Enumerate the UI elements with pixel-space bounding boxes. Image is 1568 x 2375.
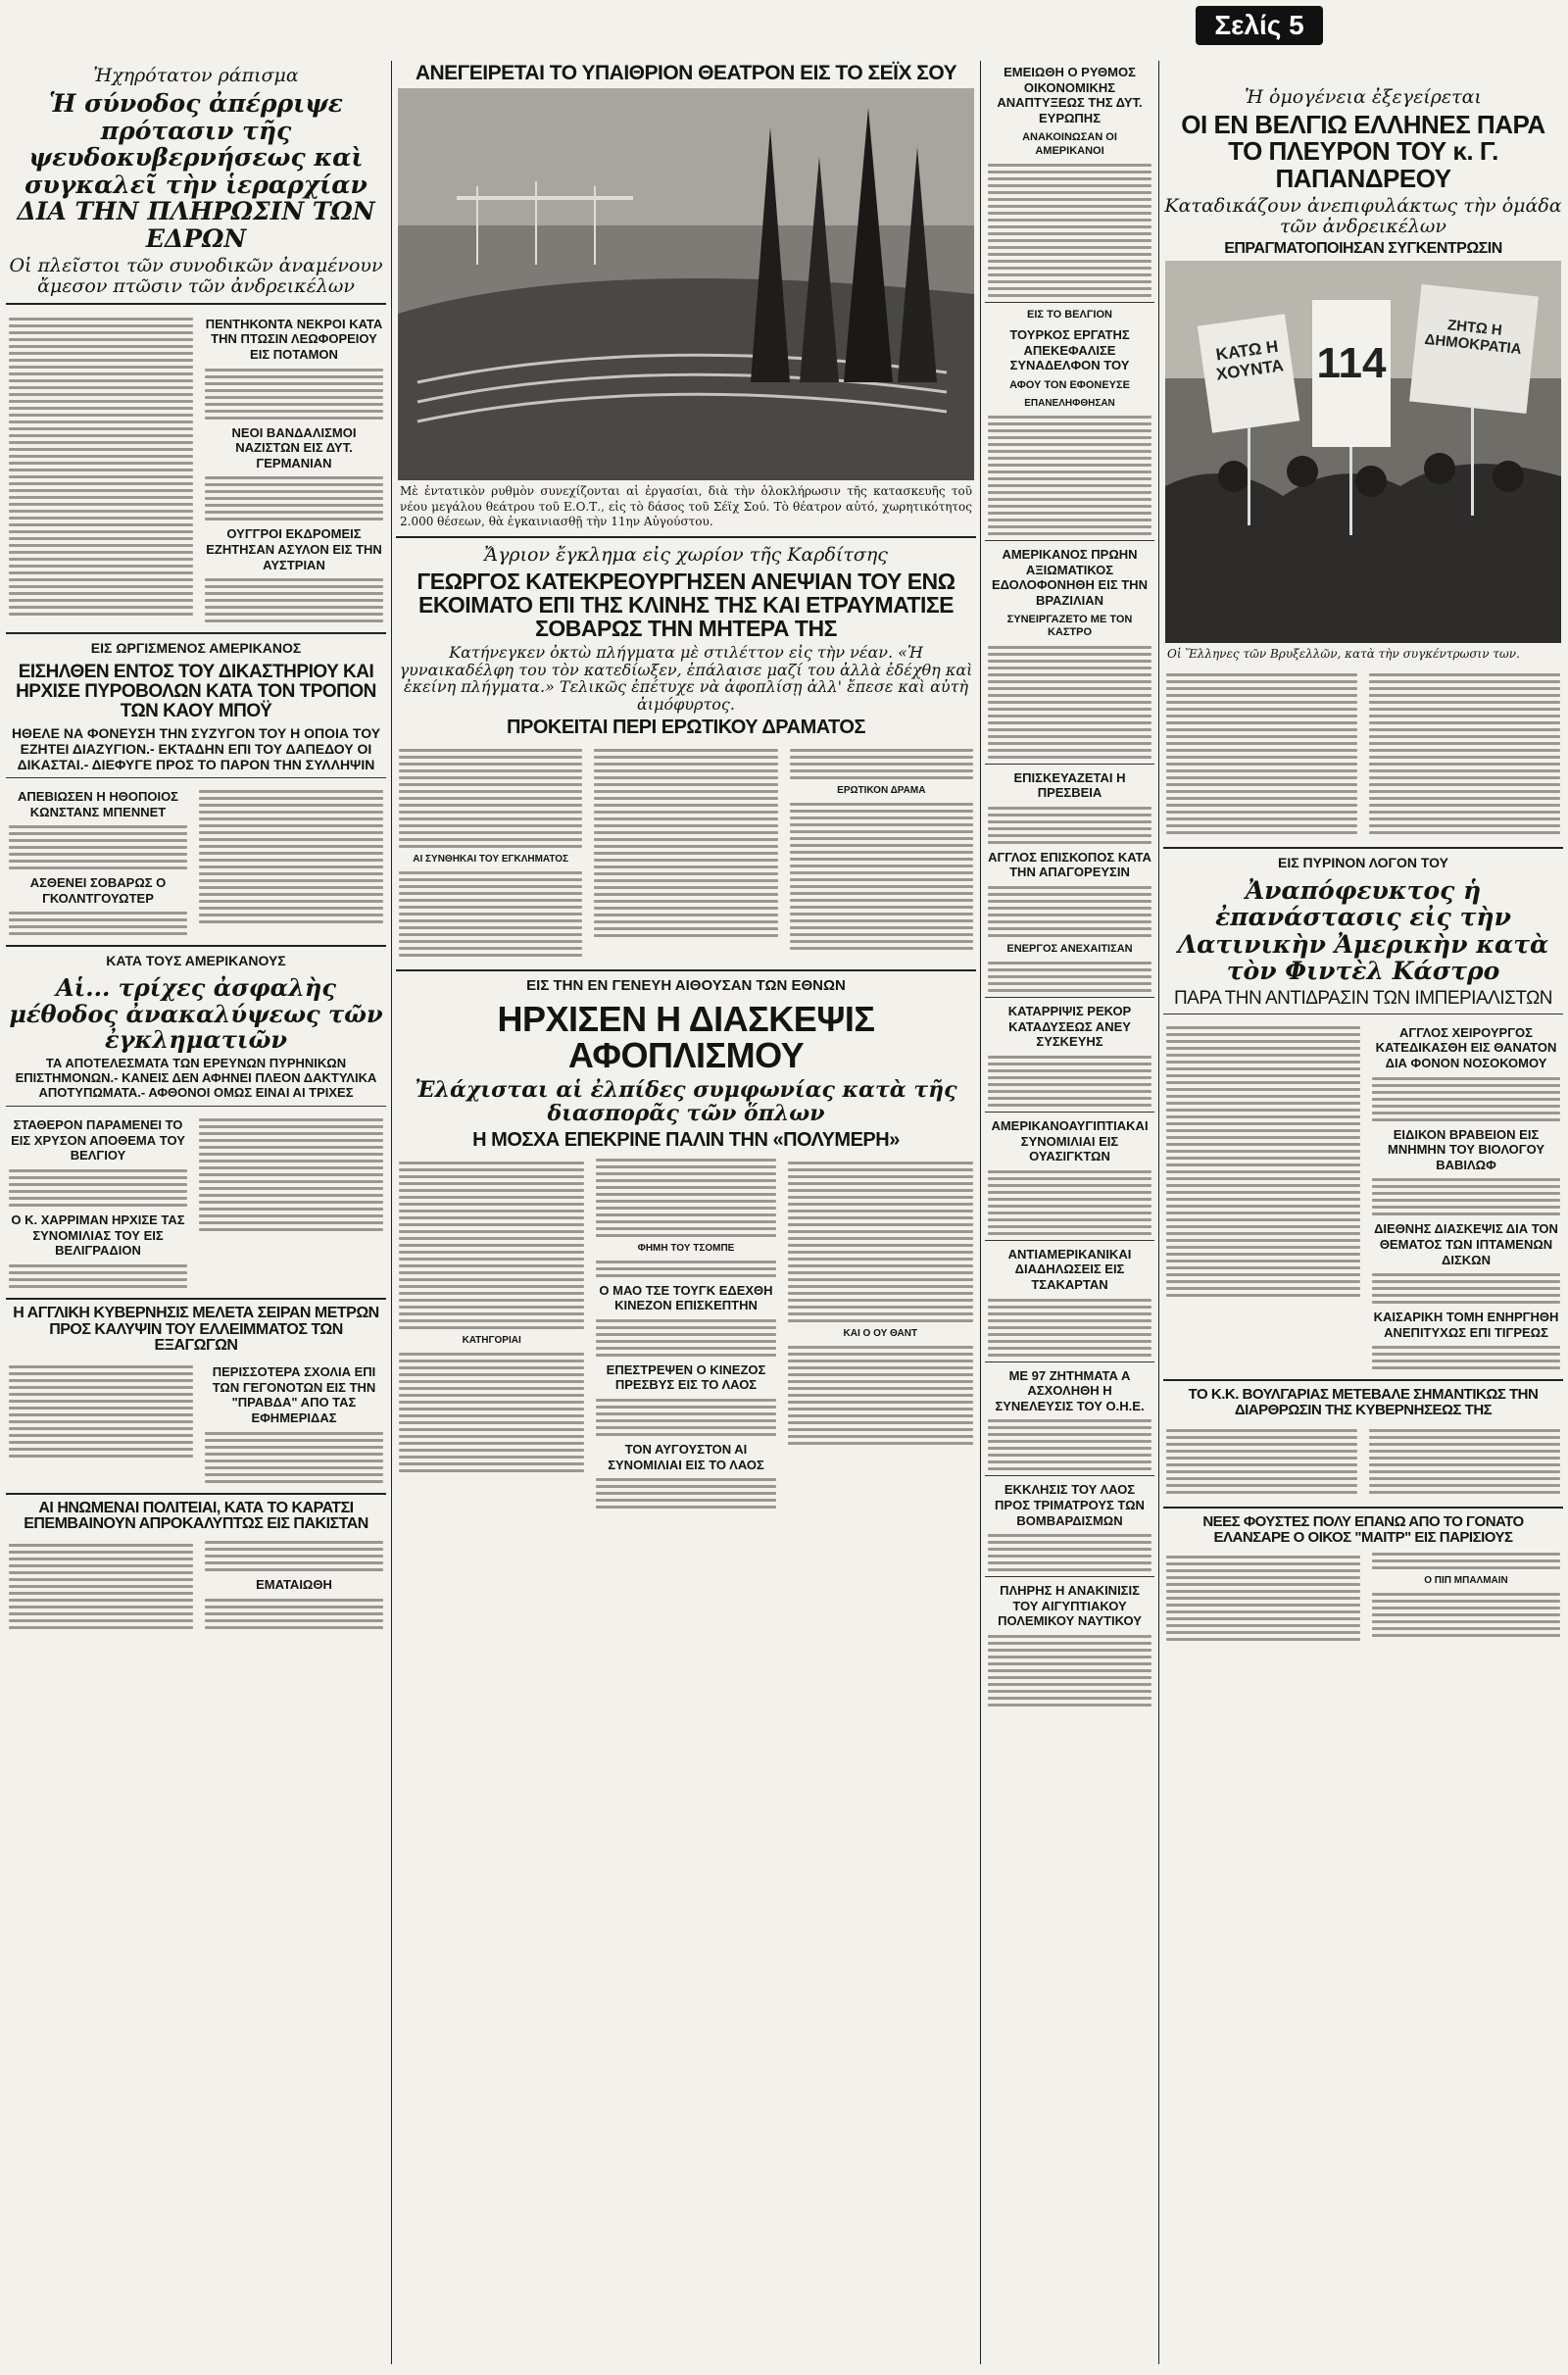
brief-headline: ΤΟΥΡΚΟΣ ΕΡΓΑΤΗΣ ΑΠΕΚΕΦΑΛΙΣΕ ΣΥΝΑΔΕΛΦΟΝ ΤΟΥ (1009, 326, 1130, 373)
brief-headline: ΕΚΚΛΗΣΙΣ ΤΟΥ ΛΑΟΣ ΠΡΟΣ ΤΡΙΜΑΤΡΟΥΣ ΤΩΝ ΒΟΜΒΑΡΔΙΣΜΩΝ (995, 1482, 1145, 1528)
brief-subhead: ΑΦΟΥ ΤΟΝ ΕΦΟΝΕΥΣΕ (1009, 378, 1130, 391)
brief-headline: ΠΕΝΤΗΚΟΝΤΑ ΝΕΚΡΟΙ ΚΑΤΑ ΤΗΝ ΠΤΩΣΙΝ ΛΕΩΦΟΡΕΙΟΥ ΕΙΣ ΠΟΤΑΜΟΝ (205, 316, 383, 362)
brief-tag: ΕΠΑΝΕΛΗΦΘΗΣΑΝ (1024, 397, 1115, 409)
banner-text: ΖΗΤΩ Η ΔΗΜΟΚΡΑΤΙΑ (1423, 317, 1523, 359)
column-2 (396, 59, 976, 2367)
subhead-courtroom: ΗΘΕΛΕ ΝΑ ΦΟΝΕΥΣΗ ΤΗΝ ΣΥΖΥΓΟΝ ΤΟΥ Η ΟΠΟΙΑ ΤΟΥ ΕΖΗΤΕΙ ΔΙΑΖΥΓΙΟΝ.- ΕΚΤΑΔΗΝ ΕΠΙ ΤΟΥ ΔΑΠΕΔΟΥ ΟΙ ΔΙΚΑΣΤΑΙ.- ΔΙΕΦΥΓΕ ΠΡΟΣ ΤΟ ΠΑΡΟΝ ΤΗΝ ΣΥΛΛΗΨΙΝ (11, 724, 381, 772)
column-rule (1158, 61, 1159, 2364)
brief-headline: ΚΑΤΑΡΡΙΨΙΣ ΡΕΚΟΡ ΚΑΤΑΔΥΣΕΩΣ ΑΝΕΥ ΣΥΣΚΕΥΗΣ (1007, 1004, 1132, 1050)
headline-disarmament: ΗΡΧΙΣΕΝ Η ΔΙΑΣΚΕΨΙΣ ΑΦΟΠΛΙΣΜΟΥ (497, 998, 875, 1076)
brief-headline: ΠΕΡΙΣΣΟΤΕΡΑ ΣΧΟΛΙΑ ΕΠΙ ΤΩΝ ΓΕΓΟΝΟΤΩΝ ΕΙΣ ΤΗΝ "ΠΡΑΒΔΑ" ΑΠΟ ΤΑΣ ΕΦΗΜΕΡΙΔΑΣ (212, 1364, 376, 1425)
headline-hairs: Αἱ... τρίχες ἀσφαλὴς μέθοδος ἀνακαλύψεως τῶν ἐγκληματιῶν (9, 973, 383, 1054)
article-body (199, 1114, 383, 1289)
brief-headline: Ο Κ. ΧΑΡΡΙΜΑΝ ΗΡΧΙΣΕ ΤΑΣ ΣΥΝΟΜΙΛΙΑΣ ΤΟΥ ΕΙΣ ΒΕΛΙΓΡΑΔΙΟΝ (11, 1212, 185, 1259)
brief-subhead: ΣΥΝΕΙΡΓΑΖΕΤΟ ΜΕ ΤΟΝ ΚΑΣΤΡΟ (1006, 614, 1133, 639)
brief-headline: ΦΗΜΗ ΤΟΥ ΤΣΟΜΠΕ (637, 1242, 735, 1254)
article-body (1166, 669, 1357, 838)
brief-headline: ΕΝΕΡΓΟΣ ΑΝΕΧΑΙΤΙΣΑΝ (1006, 943, 1133, 956)
article-body (9, 314, 193, 623)
photo-theatre (398, 88, 974, 480)
brief-headline: ΑΠΕΒΙΩΣΕΝ Η ΗΘΟΠΟΙΟΣ ΚΩΝΣΤΑΝΣ ΜΠΕΝΝΕΤ (18, 789, 178, 819)
brief-headline: ΚΑΙ Ο ΟΥ ΘΑΝΤ (843, 1327, 918, 1339)
article-body (399, 745, 582, 961)
article-body (399, 1158, 584, 1510)
article-body (9, 1540, 193, 1633)
headline-karditsa: ΓΕΩΡΓΟΣ ΚΑΤΕΚΡΕΟΥΡΓΗΣΕΝ ΑΝΕΨΙΑΝ ΤΟΥ ΕΝΩ ΕΚΟΙΜΑΤΟ ΕΠΙ ΤΗΣ ΚΛΙΝΗΣ ΤΗΣ ΚΑΙ ΕΤΡΑΥΜΑΤΙΣΕ ΣΟΒΑΡΩΣ ΤΗΝ ΜΗΤΕΡΑ ΤΗΣ (416, 568, 956, 642)
brief-headline: ΟΥΓΓΡΟΙ ΕΚΔΡΟΜΕΙΣ ΕΖΗΤΗΣΑΝ ΑΣΥΛΟΝ ΕΙΣ ΤΗΝ ΑΥΣΤΡΙΑΝ (206, 526, 382, 572)
headline-bulgaria: ΤΟ Κ.Κ. ΒΟΥΛΓΑΡΙΑΣ ΜΕΤΕΒΑΛΕ ΣΗΜΑΝΤΙΚΩΣ ΤΗΝ ΔΙΑΡΘΡΩΣΙΝ ΤΗΣ ΚΥΒΕΡΝΗΣΕΩΣ ΤΗΣ (1188, 1386, 1539, 1419)
subhead-belgium: Καταδικάζουν ἀνεπιφυλάκτως τὴν ὁμάδα τῶν ἀνδρεικέλων (1164, 194, 1562, 237)
column-rule (980, 61, 981, 2364)
brief-headline: ΣΤΑΘΕΡΟΝ ΠΑΡΑΜΕΝΕΙ ΤΟ ΕΙΣ ΧΡΥΣΟΝ ΑΠΟΘΕΜΑ ΤΟΥ ΒΕΛΓΙΟΥ (11, 1117, 185, 1163)
brief-headline: Ο ΜΑΟ ΤΣΕ ΤΟΥΓΚ ΕΔΕΧΘΗ ΚΙΝΕΖΟΝ ΕΠΙΣΚΕΠΤΗΝ (599, 1282, 773, 1313)
kicker: ΚΑΤΑ ΤΟΥΣ ΑΜΕΡΙΚΑΝΟΥΣ (106, 953, 286, 969)
subhead-synod: Οἱ πλεῖστοι τῶν συνοδικῶν ἀναμένουν ἄμεσον πτῶσιν τῶν ἀνδρεικέλων (9, 255, 383, 297)
subhead-castro: ΠΑΡΑ ΤΗΝ ΑΝΤΙΔΡΑΣΙΝ ΤΩΝ ΙΜΠΕΡΙΑΛΙΣΤΩΝ (1173, 987, 1553, 1009)
column-4 (1163, 51, 1563, 2359)
photo-caption: Οἱ Ἕλληνες τῶν Βρυξελλῶν, κατὰ τὴν συγκέντρωσιν των. (1167, 647, 1520, 662)
subhead-karditsa: Κατήνεγκεν ὀκτὼ πλήγματα μὲ στιλέττον εἰς τὴν νέαν. «Ἡ γυναικαδέλφη του τὸν κατεδίωξεν, ἐπάλαισε μαζί του ἀλλὰ ἐδέχθη καὶ ἐκείνη πλήγματα.» Τελικῶς ἐπέτυχε νὰ ἀφοπλίσῃ ἀλλ' ἔπεσε καὶ αὐτὴ ἀιμόφυρτος. (399, 643, 973, 715)
brief-headline: ΕΙΔΙΚΟΝ ΒΡΑΒΕΙΟΝ ΕΙΣ ΜΝΗΜΗΝ ΤΟΥ ΒΙΟΛΟΓΟΥ ΒΑΒΙΛΩΦ (1388, 1126, 1544, 1172)
column-rule (391, 61, 392, 2364)
headline-skirts: ΝΕΕΣ ΦΟΥΣΤΕΣ ΠΟΛΥ ΕΠΑΝΩ ΑΠΟ ΤΟ ΓΟΝΑΤΟ ΕΛΑΝΣΑΡΕ Ο ΟΙΚΟΣ "ΜΑΙΤΡ" ΕΙΣ ΠΑΡΙΣΙΟΥΣ (1202, 1512, 1524, 1546)
kicker: ΕΙΣ ΩΡΓΙΣΜΕΝΟΣ ΑΜΕΡΙΚΑΝΟΣ (90, 640, 302, 657)
photo-rally (1165, 261, 1561, 643)
headline-castro: Ἀναπόφευκτος ἡ ἐπανάστασις εἰς τὴν Λατινικὴν Ἀμερικὴν κατὰ τὸν Φιντὲλ Κάστρο (1177, 875, 1549, 986)
section-heading: ΑΙ ΣΥΝΘΗΚΑΙ ΤΟΥ ΕΓΚΛΗΜΑΤΟΣ (413, 853, 569, 865)
banner-number: 114 (1316, 339, 1387, 388)
briefs-column (593, 1155, 778, 1513)
article-body (1166, 1022, 1360, 1371)
headline-uk-exports: Η ΑΓΓΛΙΚΗ ΚΥΒΕΡΝΗΣΙΣ ΜΕΛΕΤΑ ΣΕΙΡΑΝ ΜΕΤΡΩΝ ΠΡΟΣ ΚΑΛΥΨΙΝ ΤΟΥ ΕΛΛΕΙΜΜΑΤΟΣ ΤΩΝ ΕΞΑΓΩΓΩΝ (13, 1304, 379, 1355)
article-body (790, 745, 973, 961)
brief-headline: ΠΛΗΡΗΣ Η ΑΝΑΚΙΝΙΣΙΣ ΤΟΥ ΑΙΓΥΠΤΙΑΚΟΥ ΠΟΛΕΜΙΚΟΥ ΝΑΥΤΙΚΟΥ (998, 1583, 1142, 1629)
subhead-hairs: ΤΑ ΑΠΟΤΕΛΕΣΜΑΤΑ ΤΩΝ ΕΡΕΥΝΩΝ ΠΥΡΗΝΙΚΩΝ ΕΠΙΣΤΗΜΟΝΩΝ.- ΚΑΝΕΙΣ ΔΕΝ ΑΦΗΝΕΙ ΠΛΕΟΝ ΔΑΚΤΥΛΙΚΑ ΑΠΟΤΥΠΩΜΑΤΑ.- ΑΦΘΟΝΟΙ ΟΜΩΣ ΕΙΝΑΙ ΑΙ ΤΡΙΧΕΣ (15, 1056, 377, 1101)
article-body (9, 1361, 193, 1483)
brief-headline: ΤΟΝ ΑΥΓΟΥΣΤΟΝ ΑΙ ΣΥΝΟΜΙΛΙΑΙ ΕΙΣ ΤΟ ΛΑΟΣ (608, 1441, 764, 1472)
brief-headline: ΕΜΕΙΩΘΗ Ο ΡΥΘΜΟΣ ΟΙΚΟΝΟΜΙΚΗΣ ΑΝΑΠΤΥΞΕΩΣ ΤΗΣ ΔΥΤ. ΕΥΡΩΠΗΣ (997, 65, 1143, 125)
brief-headline: ΑΓΓΛΟΣ ΕΠΙΣΚΟΠΟΣ ΚΑΤΑ ΤΗΝ ΑΠΑΓΟΡΕΥΣΙΝ (988, 849, 1152, 880)
article-body (594, 745, 777, 961)
kicker: ΕΙΣ ΤΗΝ ΕΝ ΓΕΝΕΥΗ ΑΙΘΟΥΣΑΝ ΤΩΝ ΕΘΝΩΝ (526, 976, 846, 994)
brief-headline: ΜΕ 97 ΖΗΤΗΜΑΤΑ Α ΑΣΧΟΛΗΘΗ Η ΣΥΝΕΛΕΥΣΙΣ ΤΟΥ Ο.Η.Ε. (995, 1367, 1145, 1413)
photo-rally-image (1165, 261, 1561, 643)
brief-headline: ΑΝΤΙΑΜΕΡΙΚΑΝΙΚΑΙ ΔΙΑΔΗΛΩΣΕΙΣ ΕΙΣ ΤΣΑΚΑΡΤΑΝ (1007, 1246, 1132, 1292)
brief-headline: Ο ΠΙΠ ΜΠΑΛΜΑΙΝ (1424, 1575, 1508, 1587)
brief-headline: ΕΜΑΤΑΙΩΘΗ (256, 1577, 332, 1593)
bar-headline: ΠΡΟΚΕΙΤΑΙ ΠΕΡΙ ΕΡΩΤΙΚΟΥ ΔΡΑΜΑΤΟΣ (507, 716, 865, 738)
kicker: Ἄγριον ἔγκλημα εἰς χωρίον τῆς Καρδίτσης (484, 543, 888, 566)
bar-headline: Η ΜΟΣΧΑ ΕΠΕΚΡΙΝΕ ΠΑΛΙΝ ΤΗΝ «ΠΟΛΥΜΕΡΗ» (472, 1128, 900, 1151)
column-1 (6, 59, 386, 2367)
brief-headline: ΝΕΟΙ ΒΑΝΔΑΛΙΣΜΟΙ ΝΑΖΙΣΤΩΝ ΕΙΣ ΔΥΤ. ΓΕΡΜΑΝΙΑΝ (231, 424, 357, 470)
brief-headline: ΑΜΕΡΙΚΑΝΟΑΥΓΙΠΤΙΑΚΑΙ ΣΥΝΟΜΙΛΙΑΙ ΕΙΣ ΟΥΑΣΙΓΚΤΩΝ (991, 1118, 1149, 1164)
kicker: ΕΙΣ ΤΟ ΒΕΛΓΙΟΝ (1027, 308, 1112, 321)
photo-caption: Μὲ ἐντατικὸν ρυθμὸν συνεχίζονται αἱ ἐργασίαι, διὰ τὴν ὁλοκλήρωσιν τῆς κατασκευῆς τοῦ νέου μεγάλου θεάτρου τοῦ Ε.Ο.Τ., εἰς τὸ δάσος τοῦ Σέϊχ Σού. Τὸ θέατρον αὐτό, χωρητικότητος 2.000 θέσεων, θὰ ἐγκαινιασθῇ τὴν 11ην Αὐγούστου. (400, 484, 972, 529)
brief-headline: ΑΜΕΡΙΚΑΝΟΣ ΠΡΩΗΝ ΑΞΙΩΜΑΤΙΚΟΣ ΕΔΟΛΟΦΟΝΗΘΗ ΕΙΣ ΤΗΝ ΒΡΑΖΙΛΙΑΝ (992, 546, 1148, 608)
column-3 (985, 59, 1154, 2367)
kicker: Ἡ ὁμογένεια ἐξεγείρεται (1245, 86, 1482, 108)
brief-headline: ΑΓΓΛΟΣ ΧΕΙΡΟΥΡΓΟΣ ΚΑΤΕΔΙΚΑΣΘΗ ΕΙΣ ΘΑΝΑΤΟΝ ΔΙΑ ΦΟΝΟΝ ΝΟΣΟΚΟΜΟΥ (1375, 1024, 1557, 1070)
article-body (199, 786, 383, 936)
article-body (1369, 669, 1560, 838)
section-heading: ΚΑΤΗΓΟΡΙΑΙ (462, 1334, 521, 1346)
article-body (788, 1158, 973, 1510)
headline-pakistan: ΑΙ ΗΝΩΜΕΝΑΙ ΠΟΛΙΤΕΙΑΙ, ΚΑΤΑ ΤΟ ΚΑΡΑΤΣΙ ΕΠΕΜΒΑΙΝΟΥΝ ΑΠΡΟΚΑΛΥΠΤΩΣ ΕΙΣ ΠΑΚΙΣΤΑΝ (24, 1499, 368, 1533)
kicker: Ἠχηρότατον ράπισμα (93, 65, 299, 86)
banner-text: ΚΑΤΩ Η ΧΟΥΝΤΑ (1214, 337, 1285, 385)
photo-theatre-image (398, 88, 974, 480)
brief-headline: ΕΠΙΣΚΕΥΑΖΕΤΑΙ Η ΠΡΕΣΒΕΙΑ (1013, 769, 1126, 801)
headline-belgium: ΟΙ ΕΝ ΒΕΛΓΙΩ ΕΛΛΗΝΕΣ ΠΑΡΑ ΤΟ ΠΛΕΥΡΟΝ ΤΟΥ κ. Γ. ΠΑΠΑΝΔΡΕΟΥ (1181, 110, 1545, 193)
subhead-disarmament: Ἐλάχισται αἱ ἐλπίδες συμφωνίας κατὰ τῆς διασπορᾶς τῶν ὅπλων (415, 1077, 957, 1127)
headline-theatre: ΑΝΕΓΕΙΡΕΤΑΙ ΤΟ ΥΠΑΙΘΡΙΟΝ ΘΕΑΤΡΟΝ ΕΙΣ ΤΟ ΣΕΪΧ ΣΟΥ (415, 62, 957, 84)
headline-courtroom: ΕΙΣΗΛΘΕΝ ΕΝΤΟΣ ΤΟΥ ΔΙΚΑΣΤΗΡΙΟΥ ΚΑΙ ΗΡΧΙΣΕ ΠΥΡΟΒΟΛΩΝ ΚΑΤΑ ΤΟΝ ΤΡΟΠΟΝ ΤΩΝ ΚΑΟΥ ΜΠΟΫ (16, 661, 376, 721)
brief-subhead: ΑΝΑΚΟΙΝΩΣΑΝ ΟΙ ΑΜΕΡΙΚΑΝΟΙ (1022, 131, 1117, 157)
brief-headline: ΕΠΕΣΤΡΕΨΕΝ Ο ΚΙΝΕΖΟΣ ΠΡΕΣΒΥΣ ΕΙΣ ΤΟ ΛΑΟΣ (606, 1361, 766, 1393)
brief-headline: ΚΑΙΣΑΡΙΚΗ ΤΟΜΗ ΕΝΗΡΓΗΘΗ ΑΝΕΠΙΤΥΧΩΣ ΕΠΙ ΤΙΓΡΕΩΣ (1373, 1310, 1559, 1340)
kicker: ΕΙΣ ΠΥΡΙΝΟΝ ΛΟΓΟΝ ΤΟΥ (1278, 855, 1448, 871)
section-badge: Σελίς 5 (1196, 6, 1323, 45)
brief-headline: ΔΙΕΘΝΗΣ ΔΙΑΣΚΕΨΙΣ ΔΙΑ ΤΟΝ ΘΕΜΑΤΟΣ ΤΩΝ ΙΠΤΑΜΕΝΩΝ ΔΙΣΚΩΝ (1374, 1221, 1558, 1267)
headline-synod: Ἡ σύνοδος ἀπέρριψε πρότασιν τῆς ψευδοκυβερνήσεως καὶ συγκαλεῖ τὴν ἱεραρχίαν ΔΙΑ ΤΗΝ ΠΛΗΡΩΣΙΝ ΤΩΝ ΕΔΡΩΝ (17, 89, 375, 253)
bar-headline: ΕΠΡΑΓΜΑΤΟΠΟΙΗΣΑΝ ΣΥΓΚΕΝΤΡΩΣΙΝ (1224, 239, 1502, 257)
brief-headline: ΑΣΘΕΝΕΙ ΣΟΒΑΡΩΣ Ο ΓΚΟΛΝΤΓΟΥΩΤΕΡ (29, 875, 167, 906)
section-heading: ΕΡΩΤΙΚΟΝ ΔΡΑΜΑ (837, 784, 926, 796)
